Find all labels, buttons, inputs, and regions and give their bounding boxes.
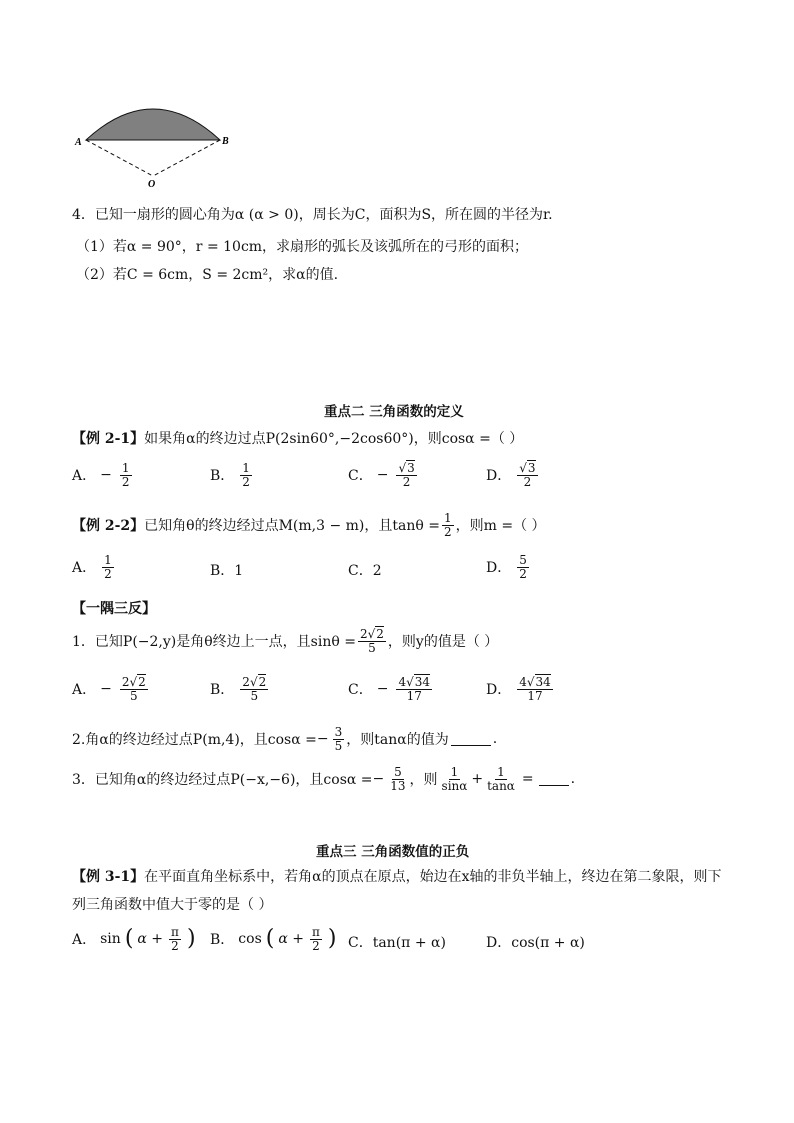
minus-sign: − <box>376 681 389 698</box>
fraction: $\frac{1}{2}$ <box>104 553 112 581</box>
section3-title: 重点三 三角函数值的正负 <box>316 844 470 860</box>
option-d-label: D． <box>486 560 512 577</box>
minus-sign: − <box>100 467 112 484</box>
ex21-line <box>72 428 523 448</box>
function-name: cos <box>238 931 262 948</box>
label-o: O <box>148 179 156 190</box>
ex21-option-b[interactable] <box>210 462 254 488</box>
fraction: $\frac{1}{2}$ <box>121 461 130 489</box>
ex21-text: 如果角α的终边过点P(2sin60°,−2cos60°)，则cosα =（ ） <box>144 431 524 447</box>
ex22-tag: 【例 2-2】 <box>72 518 145 535</box>
option-d-label: D． <box>486 468 512 485</box>
minus-sign: − <box>376 467 389 484</box>
segment-shaded <box>86 109 220 140</box>
p2-text-b: ，则tanα的值为 <box>346 732 449 749</box>
sector-figure <box>70 90 240 190</box>
ex21-tag: 【例 2-1】 <box>72 431 145 447</box>
radius-ob <box>153 140 220 176</box>
p3-end: . <box>570 771 576 788</box>
fraction: $\frac{3}{5}$ <box>334 725 343 753</box>
right-paren: ) <box>186 926 196 952</box>
practice-title: 【一隅三反】 <box>72 601 156 617</box>
q4-stem: 4．已知一扇形的圆心角为α (α > 0)，周长为C，面积为S，所在圆的半径为r. <box>72 207 553 223</box>
plus-sign: + <box>471 771 484 788</box>
p1-text-a: 1．已知P(−2,y)是角θ终边上一点，且sinθ = <box>72 634 356 651</box>
ex31-option-c[interactable] <box>348 932 446 952</box>
q4-part1: （1）若α = 90°，r = 10cm，求扇形的弧长及该弧所在的弓形的面积； <box>76 239 529 255</box>
right-paren: ) <box>327 926 337 952</box>
p1-option-b[interactable] <box>210 676 270 702</box>
alpha-term: α + <box>278 931 304 948</box>
answer-blank[interactable] <box>451 733 491 746</box>
p2-text-a: 2.角α的终边经过点P(m,4)，且cosα = <box>72 732 317 749</box>
minus-sign: − <box>372 771 385 788</box>
fraction: $\frac{1}{2}$ <box>444 511 452 539</box>
p3-text-b: ，则 <box>409 772 438 789</box>
label-b: B <box>222 136 229 147</box>
fraction: $\frac{√3}{2}$ <box>398 461 415 489</box>
equals-sign: = <box>521 771 534 788</box>
fraction: $\frac{\pi}{2}$ <box>312 925 320 953</box>
ex22-option-a[interactable] <box>72 554 116 580</box>
option-a-label: A． <box>72 560 97 577</box>
function-name: sin <box>100 931 121 948</box>
ex31-option-b[interactable] <box>210 926 336 952</box>
fraction: $\frac{4√34}{17}$ <box>519 675 551 703</box>
option-b-label: B． <box>210 932 235 949</box>
ex31-line1 <box>72 866 722 886</box>
ex22-text-a: 已知角θ的终边经过点M(m,3 − m)，且tanθ = <box>144 518 440 535</box>
p1-option-c[interactable] <box>348 676 434 702</box>
answer-blank[interactable] <box>539 773 569 786</box>
fraction: $\frac{√3}{2}$ <box>519 461 536 489</box>
option-b-label: B． <box>210 682 235 699</box>
p1-line <box>72 628 498 654</box>
left-paren: ( <box>265 926 275 952</box>
option-d-text: D．cos(π + α) <box>486 935 585 951</box>
minus-sign: − <box>316 731 329 748</box>
fraction: $\frac{2√2}{5}$ <box>242 675 267 703</box>
section2-title: 重点二 三角函数的定义 <box>324 404 464 420</box>
option-c-label: C． <box>348 682 373 699</box>
ex31-tag: 【例 3-1】 <box>72 869 145 885</box>
q4-part2: （2）若C = 6cm，S = 2cm²，求α的值. <box>76 267 339 283</box>
option-b-label: B． <box>210 468 235 485</box>
ex31-option-a[interactable] <box>72 926 196 952</box>
option-c-text: C．tan(π + α) <box>348 935 446 951</box>
ex31-text-1: 在平面直角坐标系中，若角α的顶点在原点，始边在x轴的非负半轴上，终边在第二象限，则下 <box>144 869 722 885</box>
ex22-option-b[interactable] <box>210 560 243 580</box>
fraction: $\frac{5}{13}$ <box>390 765 406 793</box>
option-a-label: A． <box>72 932 97 949</box>
ex22-line <box>72 512 546 538</box>
p1-text-b: ，则y的值是（ ） <box>387 634 499 651</box>
minus-sign: − <box>100 681 112 698</box>
ex21-option-d[interactable] <box>486 462 540 488</box>
radius-oa <box>86 140 153 176</box>
ex21-option-a[interactable] <box>72 462 134 488</box>
ex22-text-b: ，则m =（ ） <box>455 518 546 535</box>
option-c-text: C．2 <box>348 563 382 579</box>
p2-line <box>72 726 497 752</box>
p3-text-a: 3．已知角α的终边经过点P(−x,−6)，且cosα = <box>72 772 373 789</box>
p2-end: . <box>492 731 498 748</box>
left-paren: ( <box>124 926 134 952</box>
fraction: $\frac{2√2}{5}$ <box>359 627 384 655</box>
option-b-text: B．1 <box>210 563 244 579</box>
fraction: $\frac{5}{2}$ <box>519 553 527 581</box>
option-c-label: C． <box>348 468 373 485</box>
option-a-label: A． <box>72 468 97 485</box>
ex21-option-c[interactable] <box>348 462 419 488</box>
p1-option-d[interactable] <box>486 676 555 702</box>
option-a-label: A． <box>72 682 97 699</box>
fraction: $\frac{4√34}{17}$ <box>398 675 431 703</box>
fraction: $\frac{2√2}{5}$ <box>121 675 146 703</box>
ex31-line2: 列三角函数中值大于零的是（ ） <box>72 897 273 913</box>
fraction: $\frac{\pi}{2}$ <box>171 925 179 953</box>
fraction: $\frac{1}{\sin\alpha}$ <box>441 765 468 793</box>
option-d-label: D． <box>486 682 512 699</box>
ex22-option-c[interactable] <box>348 560 382 580</box>
sector-diagram <box>70 90 240 190</box>
label-a: A <box>75 137 82 148</box>
alpha-term: α + <box>137 931 164 948</box>
fraction: $\frac{1}{\tan\alpha}$ <box>487 765 515 793</box>
p1-option-a[interactable] <box>72 676 150 702</box>
ex22-option-d[interactable] <box>486 554 531 580</box>
fraction: $\frac{1}{2}$ <box>242 461 250 489</box>
p3-line <box>72 766 575 792</box>
ex31-option-d[interactable] <box>486 932 585 952</box>
